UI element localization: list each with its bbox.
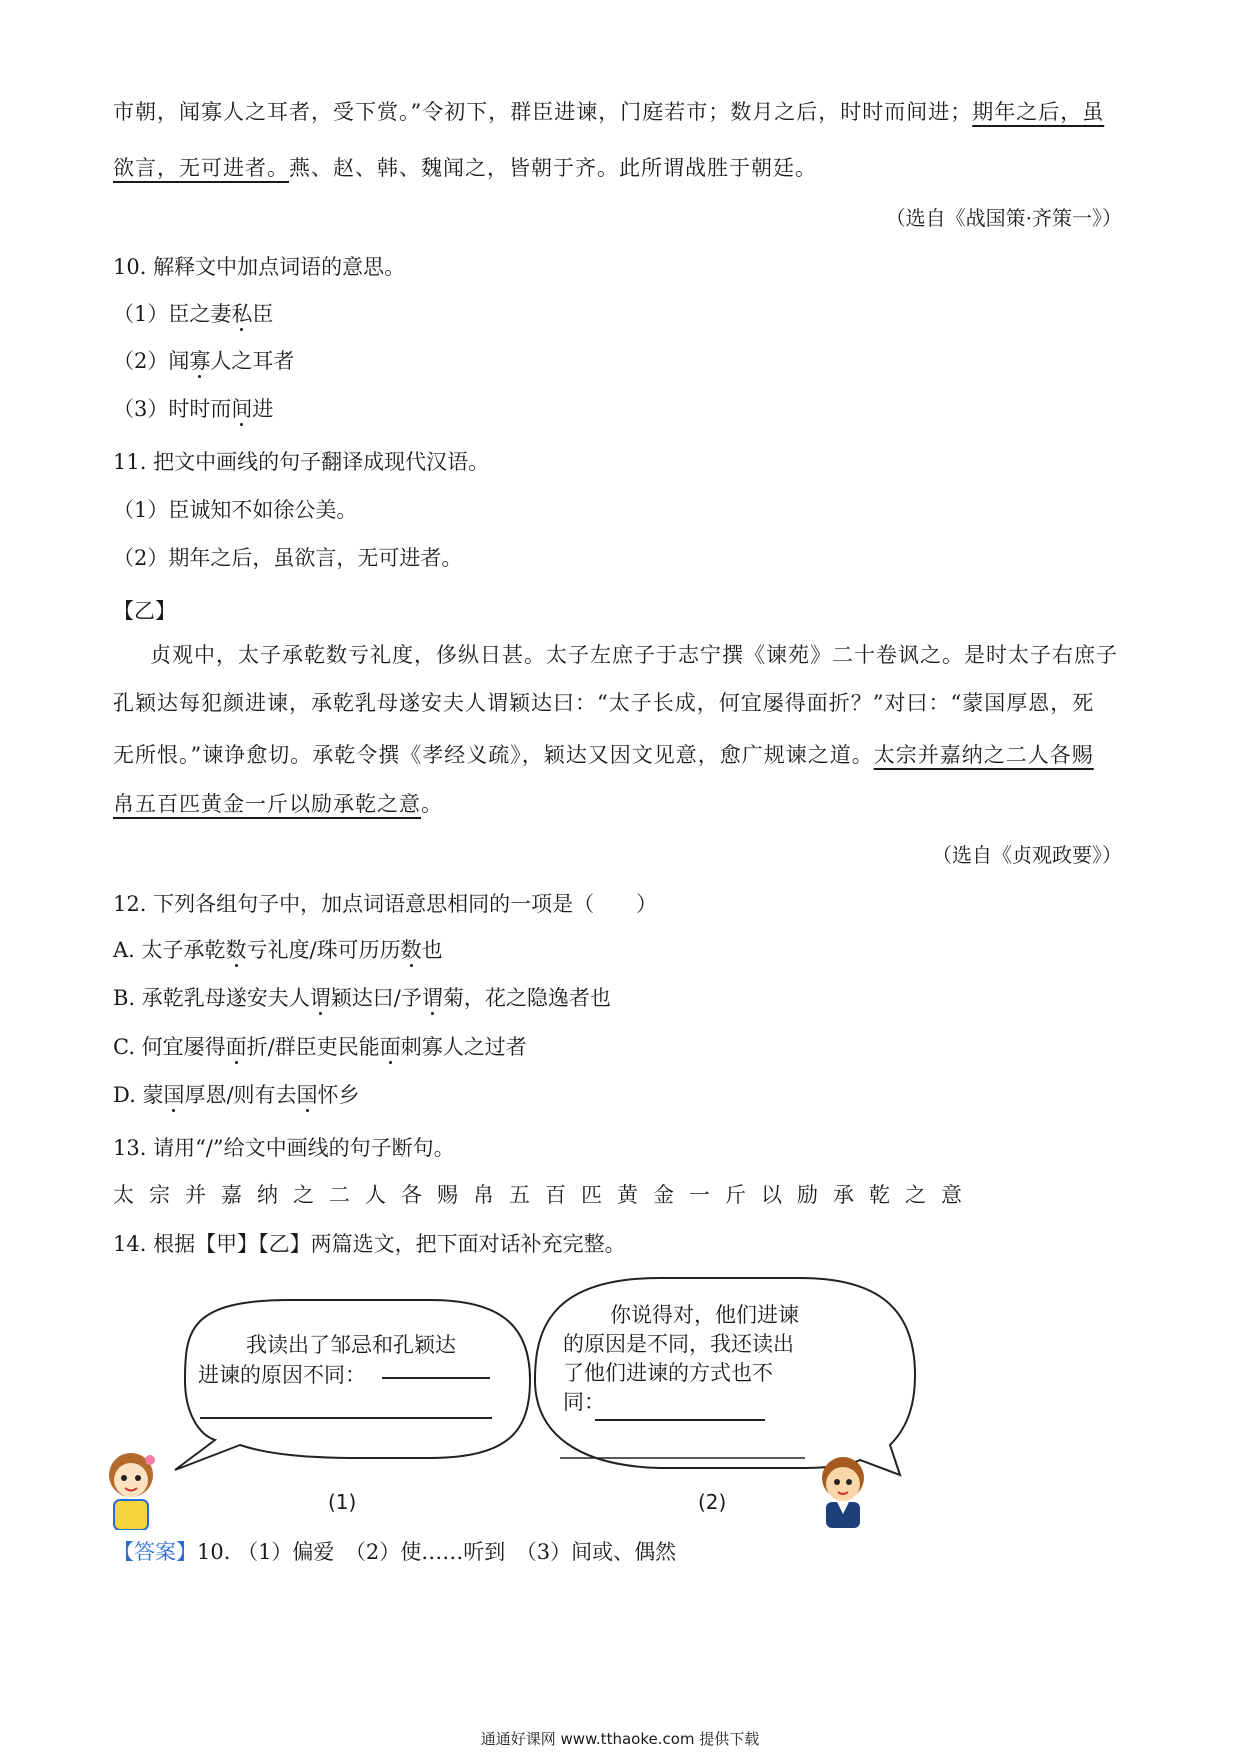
bubble-1-line-1: 我读出了邹忌和孔颖达: [246, 1333, 456, 1357]
underlined-sentence-part: 帛五百匹黄金一斤以励承乾之意: [113, 792, 421, 816]
emphasis-dot-word: 间: [231, 397, 253, 421]
page-footer: 通通好课网 www.tthaoke.com 提供下载: [480, 1730, 760, 1748]
q12-option-c: C. 何宜屡得面折/群臣吏民能面刺寡人之过者: [113, 1035, 527, 1059]
q12-option-b: B. 承乾乳母遂安夫人谓颖达曰/予谓菊，花之隐逸者也: [113, 986, 611, 1010]
passage-b-line-2: 孔颖达每犯颜进谏，承乾乳母遂安夫人谓颖达曰：“太子长成，何宜屡得面折？”对曰：“蒙国厚恩，死: [113, 691, 1095, 715]
q10-stem: 10. 解释文中加点词语的意思。: [113, 255, 406, 279]
bubble-2-line-2: 的原因是不同，我还读出: [563, 1332, 794, 1356]
emphasis-dot-word: 谓: [309, 986, 331, 1010]
emphasis-dot-word: 数: [225, 938, 247, 962]
passage-a-text: 燕、赵、韩、魏闻之，皆朝于齐。此所谓战胜于朝廷。: [289, 156, 817, 180]
bubble-2-line-1: 你说得对，他们进谏: [610, 1303, 799, 1327]
q13-sentence: 太宗并嘉纳之二人各赐帛五百匹黄金一斤以励承乾之意: [113, 1183, 977, 1207]
bubble-2-line-4: 同：: [563, 1390, 605, 1414]
q11-stem: 11. 把文中画线的句子翻译成现代汉语。: [113, 450, 490, 474]
q10-item-3: （3）时时而间进: [113, 397, 274, 421]
emphasis-dot-word: 数: [400, 938, 422, 962]
underlined-sentence-part: 太宗并嘉纳之二人各赐: [873, 743, 1094, 767]
passage-a-text: 市朝，闻寡人之耳者，受下赏。”令初下，群臣进谏，门庭若市；数月之后，时时而间进；: [113, 100, 973, 124]
emphasis-dot-word: 寡: [189, 349, 211, 373]
emphasis-dot-word: 国: [296, 1083, 318, 1107]
emphasis-dot-word: 私: [231, 302, 253, 326]
bubble-2-number: (2): [698, 1490, 727, 1514]
girl-avatar-icon: [109, 1453, 155, 1530]
passage-a-line-1: [113, 97, 1104, 127]
q12-option-a: A. 太子承乾数亏礼度/珠可历历数也: [113, 938, 443, 962]
emphasis-dot-word: 谓: [421, 986, 443, 1010]
q11-item-1: （1）臣诚知不如徐公美。: [113, 498, 358, 522]
q10-item-2: （2）闻寡人之耳者: [113, 349, 295, 373]
passage-b-line-3: 无所恨。”谏诤愈切。承乾令撰《孝经义疏》，颖达又因文见意，愈广规谏之道。太宗并嘉纳之二人各赐: [113, 743, 1094, 767]
answer-tag: 【答案】: [113, 1540, 197, 1564]
answer-line: [113, 1537, 676, 1567]
passage-b-line-4: 帛五百匹黄金一斤以励承乾之意。: [113, 792, 443, 816]
passage-b-label: 【乙】: [113, 599, 176, 623]
underlined-sentence-part: 期年之后，虽: [972, 100, 1105, 124]
passage-a-source: （选自《战国策·齐策一》）: [885, 206, 1122, 230]
passage-a-line-2: [113, 153, 817, 183]
bubble-2-line-3: 了他们进谏的方式也不: [563, 1361, 773, 1385]
passage-b-line-1: 贞观中，太子承乾数亏礼度，侈纵日甚。太子左庶子于志宁撰《谏苑》二十卷讽之。是时太子右庶子: [150, 643, 1118, 667]
emphasis-dot-word: 国: [163, 1083, 185, 1107]
bubble-1-number: (1): [328, 1490, 357, 1514]
q12-stem: 12. 下列各组句子中，加点词语意思相同的一项是（ ）: [113, 892, 658, 916]
answer-text: 10. （1）偏爱 （2）使……听到 （3）间或、偶然: [197, 1540, 677, 1564]
q13-stem: 13. 请用“/”给文中画线的句子断句。: [113, 1136, 455, 1160]
q14-stem: 14. 根据【甲】【乙】两篇选文，把下面对话补充完整。: [113, 1232, 626, 1256]
dialogue-illustration: [100, 1270, 1000, 1530]
q10-item-1: （1）臣之妻私臣: [113, 302, 274, 326]
passage-b-source: （选自《贞观政要》）: [932, 843, 1122, 867]
bubble-1-line-2: 进谏的原因不同：: [198, 1363, 366, 1387]
underlined-sentence-part: 欲言，无可进者。: [113, 156, 289, 180]
emphasis-dot-word: 面: [225, 1035, 247, 1059]
emphasis-dot-word: 面: [379, 1035, 401, 1059]
q11-item-2: （2）期年之后，虽欲言，无可进者。: [113, 546, 463, 570]
boy-avatar-icon: [822, 1457, 864, 1528]
q12-option-d: D. 蒙国厚恩/则有去国怀乡: [113, 1083, 360, 1107]
